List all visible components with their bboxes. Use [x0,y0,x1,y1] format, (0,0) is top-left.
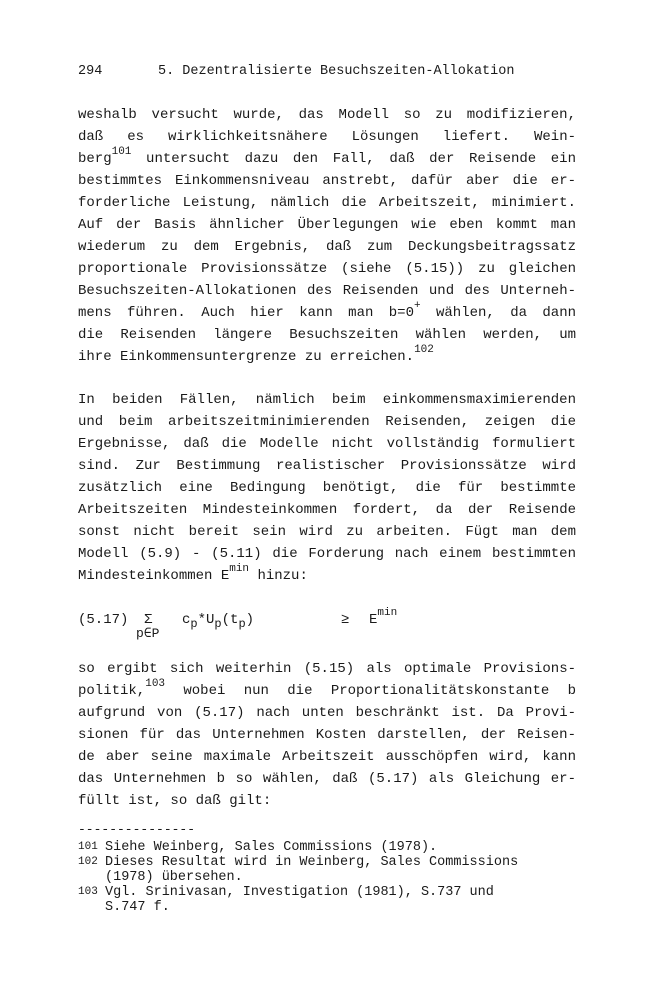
text-line: sind. Zur Bestimmung realistischer Provisionssätze wird [78,458,576,474]
running-header [78,64,514,79]
footnote-ref-103: 103 [145,678,166,691]
footnote-103: 103 Vgl. Srinivasan, Investigation (1981), S.737 und [78,885,494,900]
text-line: politik,$^{103}$ wobei nun die Proportionalitätskonstante b [78,678,576,699]
text-line: berg$^{101}$ untersucht dazu den Fall, daß der Reisende ein [78,146,576,167]
equation-5-17 [78,606,576,646]
sum-symbol: Σ [144,612,153,628]
text-line: und beim arbeitszeitminimierenden Reisenden, zeigen die [78,414,576,430]
footnote-102-continued: (1978) übersehen. [105,870,243,885]
page-number: 294 [78,64,103,79]
text-line: proportionale Provisionssätze (siehe (5.15)) zu gleichen [78,261,576,277]
text-line: sionen für das Unternehmen Kosten darstellen, der Reisen- [78,727,576,743]
text-line: Modell (5.9) - (5.11) die Forderung nach einem bestimmten [78,546,576,562]
footnote-ref-101: 101 [111,146,132,159]
footnote-rule: --------------- [78,822,196,837]
text-line: Arbeitszeiten Mindesteinkommen fordert, da der Reisende [78,502,576,518]
text-line: bestimmtes Einkommensniveau anstrebt, dafür aber die er- [78,173,576,189]
text-line: Mindesteinkommen $E^{min}$ hinzu: [78,563,308,584]
text-line: füllt ist, so daß gilt: [78,793,272,809]
footnote-ref-102: 102 [414,344,434,357]
text-line: aufgrund von (5.17) nach unten beschränkt ist. Da Provi- [78,705,576,721]
text-line: wiederum zu dem Ergebnis, daß zum Deckungsbeitragssatz [78,239,576,255]
equation-label: (5.17) [78,612,129,628]
text-line: weshalb versucht wurde, das Modell so zu modifizieren, [78,107,576,123]
chapter-title: 5. Dezentralisierte Besuchszeiten-Allokation [158,64,515,79]
text-line: so ergibt sich weiterhin (5.15) als optimale Provisions- [78,661,576,677]
footnote-101: 101 Siehe Weinberg, Sales Commissions (1978). [78,840,438,855]
text-line: ihre Einkommensuntergrenze zu erreichen.$^{102}$ [78,344,434,365]
text-line: zusätzlich eine Bedingung benötigt, die für bestimmte [78,480,576,496]
sum-index: p∈P [136,626,160,641]
text-line: mens führen. Auch hier kann man b=0+ wählen, da dann [78,300,577,321]
equation-term: $c_p*U_p(t_p)$ [182,612,255,631]
footnote-103-continued: S.747 f. [105,900,170,915]
text-line: de aber seine maximale Arbeitszeit ausschöpfen wird, kann [78,749,576,765]
footnote-102: 102 Dieses Resultat wird in Weinberg, Sales Commissions [78,855,519,870]
text-line: daß es wirklichkeitsnähere Lösungen liefert. Wein- [78,129,576,145]
text-line: sonst nicht bereit sein wird zu arbeiten. Fügt man dem [78,524,576,540]
equation-rhs: $E^{min}$ [369,607,398,628]
text-line: das Unternehmen b so wählen, daß (5.17) als Gleichung er- [78,771,576,787]
text-line: forderliche Leistung, nämlich die Arbeitszeit, minimiert. [78,195,576,211]
relation-symbol: ≥ [341,612,350,628]
text-line: Ergebnisse, daß die Modelle nicht vollständig formuliert [78,436,576,452]
text-line: die Reisenden längere Besuchszeiten wählen werden, um [78,327,576,343]
text-line: In beiden Fällen, nämlich beim einkommensmaximierenden [78,392,576,408]
text-line: Besuchszeiten-Allokationen des Reisenden und des Unterneh- [78,283,576,299]
text-line: Auf der Basis ähnlicher Überlegungen wie eben kommt man [78,217,576,233]
